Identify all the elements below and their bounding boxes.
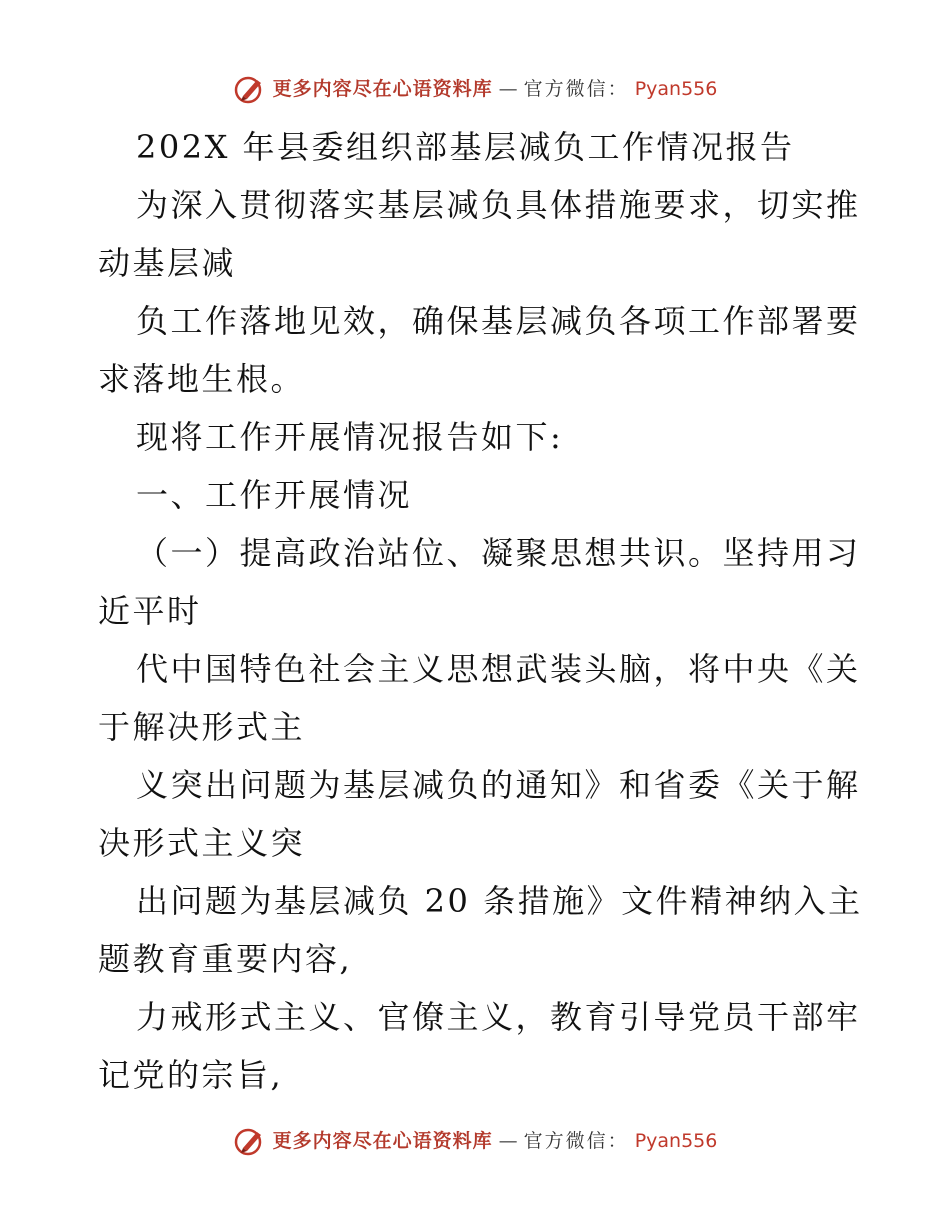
pen-logo-icon bbox=[233, 74, 267, 104]
text-line: 负工作落地见效，确保基层减负各项工作部署要 bbox=[136, 302, 861, 340]
text-line: 一、工作开展情况 bbox=[136, 476, 413, 514]
text-line: （一）提高政治站位、凝聚思想共识。坚持用习 bbox=[136, 534, 861, 572]
text-line: 现将工作开展情况报告如下: bbox=[136, 418, 564, 456]
text-line: 决形式主义突 bbox=[98, 824, 306, 862]
text-line: 为深入贯彻落实基层减负具体措施要求，切实推 bbox=[136, 186, 861, 224]
watermark-separator: — bbox=[498, 78, 518, 100]
text-line: 代中国特色社会主义思想武装头脑，将中央《关 bbox=[136, 650, 861, 688]
text-line: 记党的宗旨, bbox=[98, 1056, 284, 1094]
watermark-label: 官方微信： bbox=[523, 78, 629, 100]
text-line: 近平时 bbox=[98, 592, 202, 630]
watermark-label: 官方微信： bbox=[523, 1130, 629, 1152]
text-line: 出问题为基层减负 20 条措施》文件精神纳入主 bbox=[136, 882, 863, 920]
watermark-main-text: 更多内容尽在心语资料库 bbox=[272, 78, 493, 100]
text-line: 力戒形式主义、官僚主义，教育引导党员干部牢 bbox=[136, 998, 861, 1036]
watermark-wechat-id: Pyan556 bbox=[634, 1130, 718, 1152]
text-line: 于解决形式主 bbox=[98, 708, 306, 746]
document-body bbox=[98, 118, 863, 1104]
text-line: 求落地生根。 bbox=[98, 360, 306, 398]
watermark-separator: — bbox=[498, 1130, 518, 1152]
header-watermark bbox=[0, 74, 950, 104]
pen-logo-icon bbox=[233, 1126, 267, 1156]
text-line: 题教育重要内容, bbox=[98, 940, 353, 978]
document-title: 202X 年县委组织部基层减负工作情况报告 bbox=[136, 128, 795, 166]
watermark-wechat-id: Pyan556 bbox=[634, 78, 718, 100]
watermark-main-text: 更多内容尽在心语资料库 bbox=[272, 1130, 493, 1152]
text-line: 义突出问题为基层减负的通知》和省委《关于解 bbox=[136, 766, 861, 804]
footer-watermark bbox=[0, 1126, 950, 1156]
text-line: 动基层减 bbox=[98, 244, 237, 282]
